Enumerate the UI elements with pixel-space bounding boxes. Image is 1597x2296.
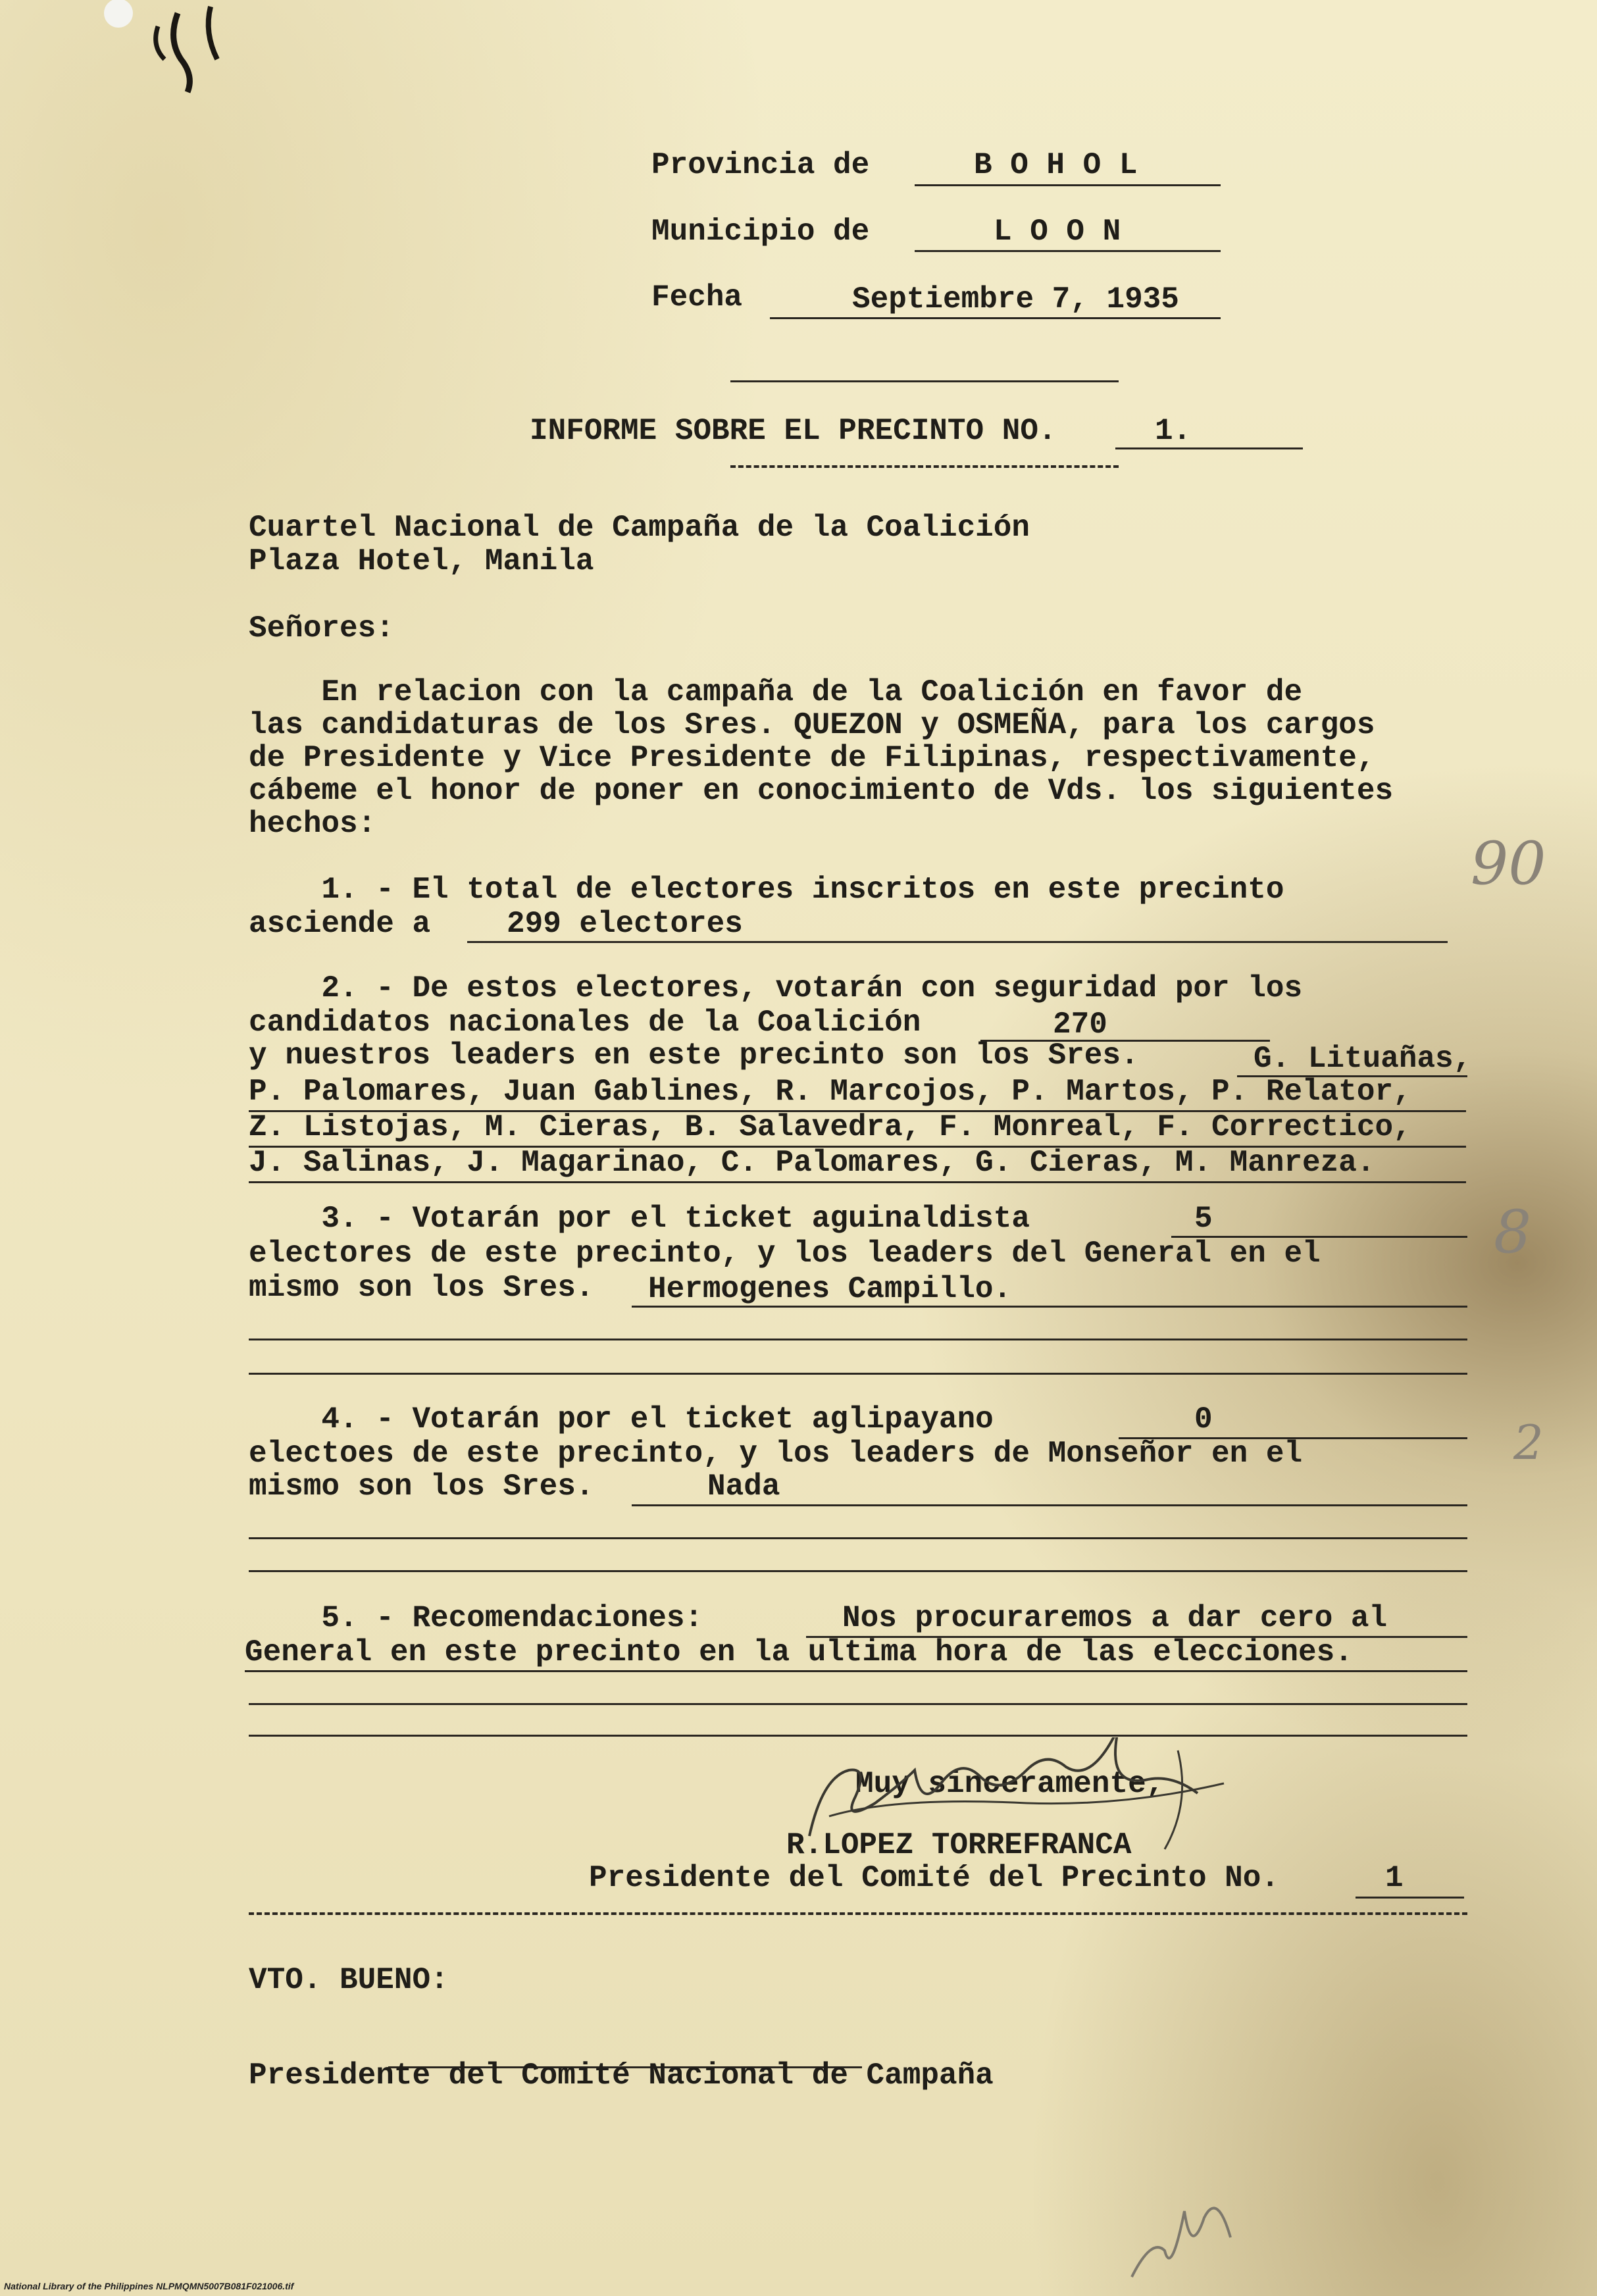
closing-regards: Muy sinceramente, xyxy=(855,1767,1165,1801)
item5-text-b-underline xyxy=(245,1670,1467,1672)
intro-line-5: hechos: xyxy=(249,807,376,841)
item5-line-1: 5. - Recomendaciones: xyxy=(249,1601,703,1635)
item3-line-1: 3. - Votarán por el ticket aguinaldista xyxy=(249,1202,1030,1236)
margin-note-1: 90 xyxy=(1471,829,1546,898)
signatory-role-number: 1 xyxy=(1385,1861,1404,1895)
ink-blot-mark xyxy=(99,0,237,99)
item5-blank-line-2 xyxy=(249,1735,1467,1737)
precinto-number: 1. xyxy=(1155,414,1192,448)
separator-line xyxy=(730,380,1119,382)
item3-blank-line-1 xyxy=(249,1339,1467,1340)
item3-leaders-underline xyxy=(632,1306,1467,1308)
approval-role: Presidente del Comité Nacional de Campaña xyxy=(249,2058,994,2093)
item2-leaders-c: Z. Listojas, M. Cieras, B. Salavedra, F. Monreal, F. Correctico, xyxy=(249,1110,1411,1144)
item3-count: 5 xyxy=(1194,1202,1213,1236)
provincia-underline xyxy=(915,184,1221,186)
provincia-value: B O H O L xyxy=(974,148,1138,182)
intro-line-4: cábeme el honor de poner en conocimiento de Vds. los siguientes xyxy=(249,774,1394,808)
intro-line-2: las candidaturas de los Sres. QUEZON y OSMEÑA, para los cargos xyxy=(249,708,1375,742)
item2-line-2: candidatos nacionales de la Coalición xyxy=(249,1006,921,1040)
item5-text-a: Nos procuraremos a dar cero al xyxy=(842,1601,1388,1635)
item1-underline xyxy=(467,941,1448,943)
precinto-underline xyxy=(1115,447,1303,449)
pencil-mark xyxy=(1105,2185,1263,2290)
item1-line-1: 1. - El total de electores inscritos en este precinto xyxy=(249,873,1284,907)
municipio-label: Municipio de xyxy=(651,215,870,249)
item4-line-2: electoes de este precinto, y los leaders de Monseñor en el xyxy=(249,1437,1303,1471)
item1-value: 299 electores xyxy=(507,907,743,941)
fecha-underline xyxy=(770,317,1221,319)
municipio-underline xyxy=(915,250,1221,252)
item4-leaders-underline xyxy=(632,1504,1467,1506)
library-footer-note: National Library of the Philippines NLPMQMN5007B081F021006.tif xyxy=(4,2281,294,2291)
municipio-value: L O O N xyxy=(994,215,1121,249)
item3-line-3: mismo son los Sres. xyxy=(249,1271,594,1305)
item2-leaders-a: G. Lituañas, xyxy=(1254,1042,1472,1076)
item4-line-3: mismo son los Sres. xyxy=(249,1469,594,1504)
item1-line-2: asciende a xyxy=(249,907,431,941)
item2-leaders-d: J. Salinas, J. Magarinao, C. Palomares, G. Cieras, M. Manreza. xyxy=(249,1146,1375,1180)
closing-dashed-line xyxy=(249,1912,1467,1915)
item2-line-3: y nuestros leaders en este precinto son los Sres. xyxy=(249,1038,1139,1073)
item4-count: 0 xyxy=(1194,1402,1213,1437)
margin-note-2: 8 xyxy=(1494,1198,1532,1267)
title-dashed-line xyxy=(730,465,1119,468)
approval-label: VTO. BUENO: xyxy=(249,1963,449,1997)
provincia-label: Provincia de xyxy=(651,148,870,182)
signatory-name: R.LOPEZ TORREFRANCA xyxy=(786,1828,1132,1862)
salutation: Señores: xyxy=(249,611,394,646)
intro-line-1: En relacion con la campaña de la Coalición en favor de xyxy=(249,675,1303,709)
signatory-role: Presidente del Comité del Precinto No. xyxy=(589,1861,1279,1895)
address-line-2: Plaza Hotel, Manila xyxy=(249,544,594,578)
item4-blank-line-2 xyxy=(249,1570,1467,1572)
role-number-underline xyxy=(1356,1897,1464,1899)
item4-line-1: 4. - Votarán por el ticket aglipayano xyxy=(249,1402,994,1437)
item5-text-b: General en este precinto en la ultima hora de las elecciones. xyxy=(245,1635,1353,1670)
margin-note-3: 2 xyxy=(1513,1415,1544,1470)
item4-leaders: Nada xyxy=(707,1469,780,1504)
item2-count: 270 xyxy=(1053,1008,1107,1042)
item5-blank-line-1 xyxy=(249,1703,1467,1705)
item4-blank-line-1 xyxy=(249,1537,1467,1539)
address-line-1: Cuartel Nacional de Campaña de la Coalición xyxy=(249,511,1030,545)
item2-leaders-d-underline xyxy=(249,1181,1466,1183)
intro-line-3: de Presidente y Vice Presidente de Filipinas, respectivamente, xyxy=(249,741,1375,775)
item2-line-1: 2. - De estos electores, votarán con seguridad por los xyxy=(249,971,1303,1006)
item2-leaders-b: P. Palomares, Juan Gablines, R. Marcojos, P. Martos, P. Relator, xyxy=(249,1075,1411,1109)
item3-line-2: electores de este precinto, y los leaders del General en el xyxy=(249,1237,1321,1271)
item3-leaders: Hermogenes Campillo. xyxy=(648,1272,1012,1306)
fecha-value: Septiembre 7, 1935 xyxy=(852,282,1179,317)
page-title: INFORME SOBRE EL PRECINTO NO. xyxy=(530,414,1057,448)
item3-blank-line-2 xyxy=(249,1373,1467,1375)
fecha-label: Fecha xyxy=(651,280,743,315)
